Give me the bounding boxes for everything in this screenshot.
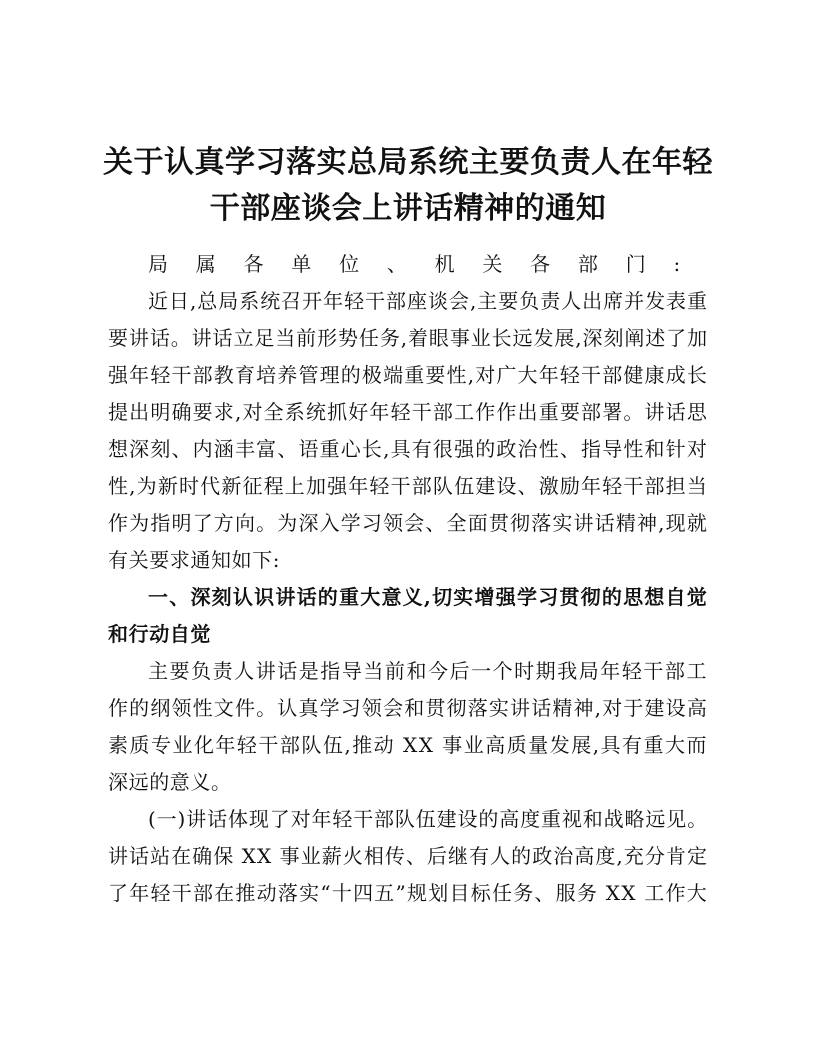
intro-line: 想深刻、内涵丰富、语重心长,具有很强的政治性、指导性和针对 bbox=[108, 437, 708, 461]
section-1-body-line: 深远的意义。 bbox=[108, 770, 232, 794]
subsection-1-line: 了年轻干部在推动落实“十四五”规划目标任务、服务 XX 工作大 bbox=[108, 881, 708, 905]
intro-line: 强年轻干部教育培养管理的极端重要性,对广大年轻干部健康成长 bbox=[108, 363, 708, 387]
intro-line: 性,为新时代新征程上加强年轻干部队伍建设、激励年轻干部担当 bbox=[108, 474, 708, 498]
section-1-body-line: 主要负责人讲话是指导当前和今后一个时期我局年轻干部工 bbox=[148, 659, 708, 683]
intro-line: 要讲话。讲话立足当前形势任务,着眼事业长远发展,深刻阐述了加 bbox=[108, 326, 708, 350]
section-1-body-line: 素质专业化年轻干部队伍,推动 XX 事业高质量发展,具有重大而 bbox=[108, 733, 708, 757]
intro-line: 作为指明了方向。为深入学习领会、全面贯彻落实讲话精神,现就 bbox=[108, 511, 708, 535]
section-1-heading: 和行动自觉 bbox=[108, 622, 211, 646]
subsection-1-line: 讲话站在确保 XX 事业薪火相传、后继有人的政治高度,充分肯定 bbox=[108, 844, 708, 868]
subsection-1-line: (一)讲话体现了对年轻干部队伍建设的高度重视和战略远见。 bbox=[148, 807, 708, 831]
intro-line: 提出明确要求,对全系统抓好年轻干部工作作出重要部署。讲话思 bbox=[108, 400, 708, 424]
salutation: 局属各单位、机关各部门: bbox=[148, 252, 708, 276]
section-1-body-line: 作的纲领性文件。认真学习领会和贯彻落实讲话精神,对于建设高 bbox=[108, 696, 708, 720]
document-title-line-2: 干部座谈会上讲话精神的通知 bbox=[209, 191, 607, 226]
section-1-heading: 一、深刻认识讲话的重大意义,切实增强学习贯彻的思想自觉 bbox=[148, 585, 708, 609]
intro-line: 近日,总局系统召开年轻干部座谈会,主要负责人出席并发表重 bbox=[148, 289, 708, 313]
document-title-line-1: 关于认真学习落实总局系统主要负责人在年轻 bbox=[103, 145, 713, 180]
intro-line: 有关要求通知如下: bbox=[108, 548, 281, 572]
